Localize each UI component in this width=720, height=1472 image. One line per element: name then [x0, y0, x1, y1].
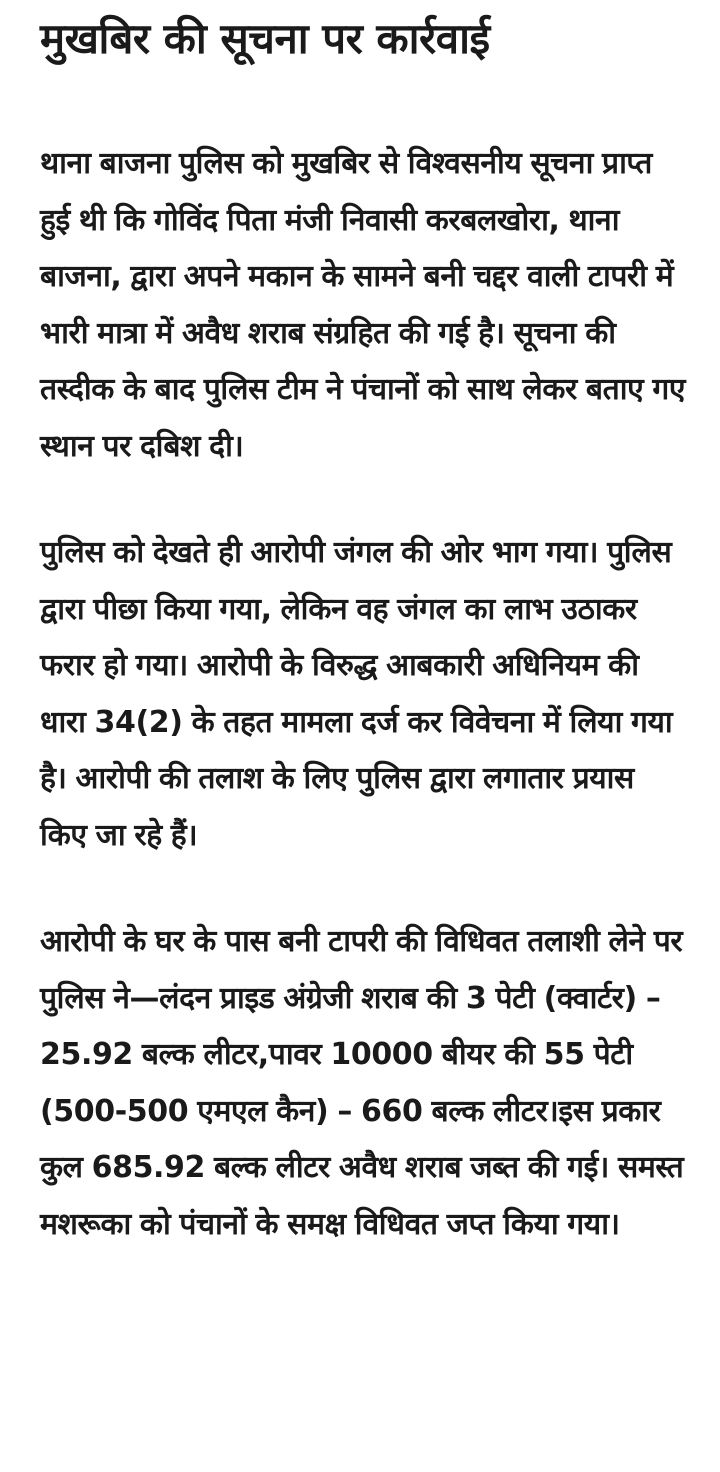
article-body: [40, 8, 688, 1253]
paragraph-information-raid: थाना बाजना पुलिस को मुखबिर से विश्वसनीय सूचना प्राप्त हुई थी कि गोविंद पिता मंजी निवासी करबलखोरा, थाना बाजना, द्वारा अपने मकान के सामने बनी चद्दर वाली टापरी में भारी मात्रा में अवैध शराब संग्रहित की गई है। सूचना की तस्दीक के बाद पुलिस टीम ने पंचानों को साथ लेकर बताए गए स्थान पर दबिश दी।: [40, 146, 686, 464]
paragraph-accused-fled: पुलिस को देखते ही आरोपी जंगल की ओर भाग गया। पुलिस द्वारा पीछा किया गया, लेकिन वह जंगल का लाभ उठाकर फरार हो गया। आरोपी के विरुद्ध आबकारी अधिनियम की धारा 34(2) के तहत मामला दर्ज कर विवेचना में लिया गया है। आरोपी की तलाश के लिए पुलिस द्वारा लगातार प्रयास किए जा रहे हैं।: [40, 535, 673, 853]
section-heading: मुखबिर की सूचना पर कार्रवाई: [40, 14, 490, 63]
paragraph-seizure-details: आरोपी के घर के पास बनी टापरी की विधिवत तलाशी लेने पर पुलिस ने—लंदन प्राइड अंग्रेजी शराब की 3 पेटी (क्वार्टर) – 25.92 बल्क लीटर,पावर 10000 बीयर की 55 पेटी (500-500 एमएल कैन) – 660 बल्क लीटर।इस प्रकार कुल 685.92 बल्क लीटर अवैध शराब जब्त की गई। समस्त मशरूका को पंचानों के समक्ष विधिवत जप्त किया गया।: [40, 924, 684, 1242]
